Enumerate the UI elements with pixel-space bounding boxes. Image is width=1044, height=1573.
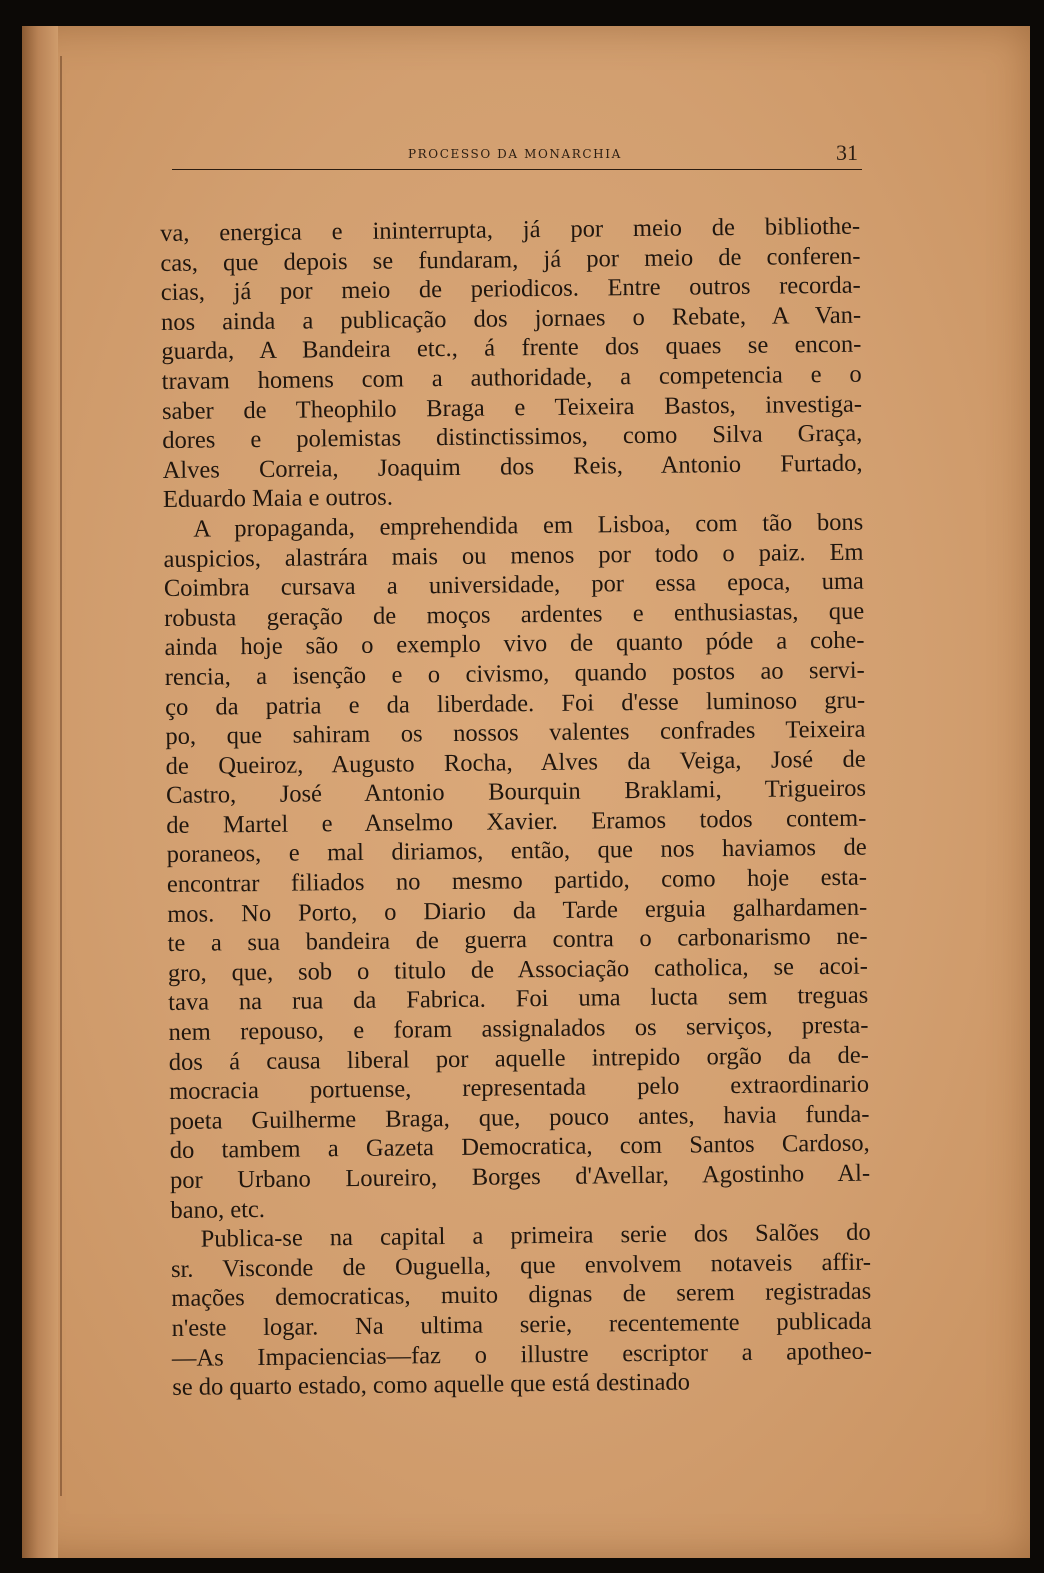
body-text (160, 212, 872, 1403)
text-line: do tambem a Gazeta Democratica, com Santos Cardoso, (169, 1130, 870, 1165)
text-line: travam homens com a authoridade, a competencia e o (161, 360, 862, 395)
text-line: tava na rua da Fabrica. Foi uma lucta sem treguas (168, 982, 869, 1017)
text-line: Alves Correia, Joaquim dos Reis, Antonio Furtado, (162, 449, 863, 484)
binding-line (60, 56, 62, 1496)
text-line: A propaganda, emprehendida em Lisboa, com tão bons (193, 508, 864, 543)
text-line: cas, que depois se fundaram, já por meio de conferen- (160, 242, 861, 277)
page-spine-edge (22, 26, 58, 1558)
text-line: robusta geração de moços ardentes e enthusiastas, que (164, 597, 865, 632)
page-number: 31 (836, 140, 858, 165)
text-line: bano, etc. (170, 1195, 266, 1224)
text-line: ço da patria e da liberdade. Foi d'esse luminoso gru- (164, 686, 866, 721)
text-line: sr. Visconde de Ouguella, que envolvem notaveis affir- (170, 1248, 872, 1283)
text-line: mocracia portuense, representada pelo extraordinario (168, 1070, 870, 1106)
text-line: dos á causa liberal por aquelle intrepido orgão da de- (168, 1041, 869, 1076)
text-line: dores e polemistas distinctissimos, como Silva Graça, (162, 419, 863, 455)
text-line: de Martel e Anselmo Xavier. Eramos todos contem- (166, 804, 867, 839)
text-line: auspicios, alastrára mais ou menos por todo o paiz. Em (163, 538, 864, 573)
text-line: Castro, José Antonio Bourquin Braklami, Trigueiros (165, 774, 867, 810)
text-line: mos. No Porto, o Diario da Tarde erguia galhardamen- (167, 893, 868, 928)
text-line: va, energica e ininterrupta, já por meio de bibliothe- (160, 212, 861, 247)
text-line: —As Impaciencias—faz o illustre escriptor a apotheo- (171, 1337, 873, 1372)
text-line: rencia, a isenção e o civismo, quando postos ao servi- (164, 656, 865, 691)
text-line: poraneos, e mal diriamos, então, que nos haviamos de (166, 834, 867, 869)
text-line: de Queiroz, Augusto Rocha, Alves da Veiga, José de (165, 745, 866, 780)
text-line: Eduardo Maia e outros. (162, 483, 394, 514)
text-line: n'este logar. Na ultima serie, recentemente publicada (171, 1307, 872, 1342)
text-line: saber de Theophilo Braga e Teixeira Bastos, investiga- (161, 390, 863, 425)
text-line: poeta Guilherme Braga, que, pouco antes, havia funda- (169, 1100, 870, 1135)
text-line: cias, já por meio de periodicos. Entre outros recorda- (160, 271, 861, 307)
text-line: po, que sahiram os nossos valentes confrades Teixeira (165, 715, 866, 751)
text-line: gro, que, sob o titulo de Associação catholica, se acoi- (167, 952, 869, 987)
text-line: por Urbano Loureiro, Borges d'Avellar, Agostinho Al- (169, 1159, 871, 1194)
text-line: encontrar filiados no mesmo partido, como hoje esta- (166, 863, 868, 899)
text-line: Coimbra cursava a universidade, por essa epoca, uma (163, 567, 864, 603)
text-line: nos ainda a publicação dos jornaes o Rebate, A Van- (160, 301, 862, 336)
page-header (172, 139, 862, 170)
text-line: te a sua bandeira de guerra contra o carbonarismo ne- (167, 922, 868, 958)
running-title: PROCESSO DA MONARCHIA (408, 147, 622, 161)
text-line: Publica-se na capital a primeira serie dos Salões do (200, 1218, 871, 1253)
text-line: nem repouso, e foram assignalados os serviços, presta- (168, 1011, 869, 1046)
text-line: ainda hoje são o exemplo vivo de quanto póde a cohe- (164, 626, 865, 662)
text-line: mações democraticas, muito dignas de serem registradas (171, 1277, 872, 1313)
text-line: guarda, A Bandeira etc., á frente dos quaes se encon- (161, 331, 862, 366)
text-line: se do quarto estado, como aquelle que está destinado (172, 1368, 691, 1402)
